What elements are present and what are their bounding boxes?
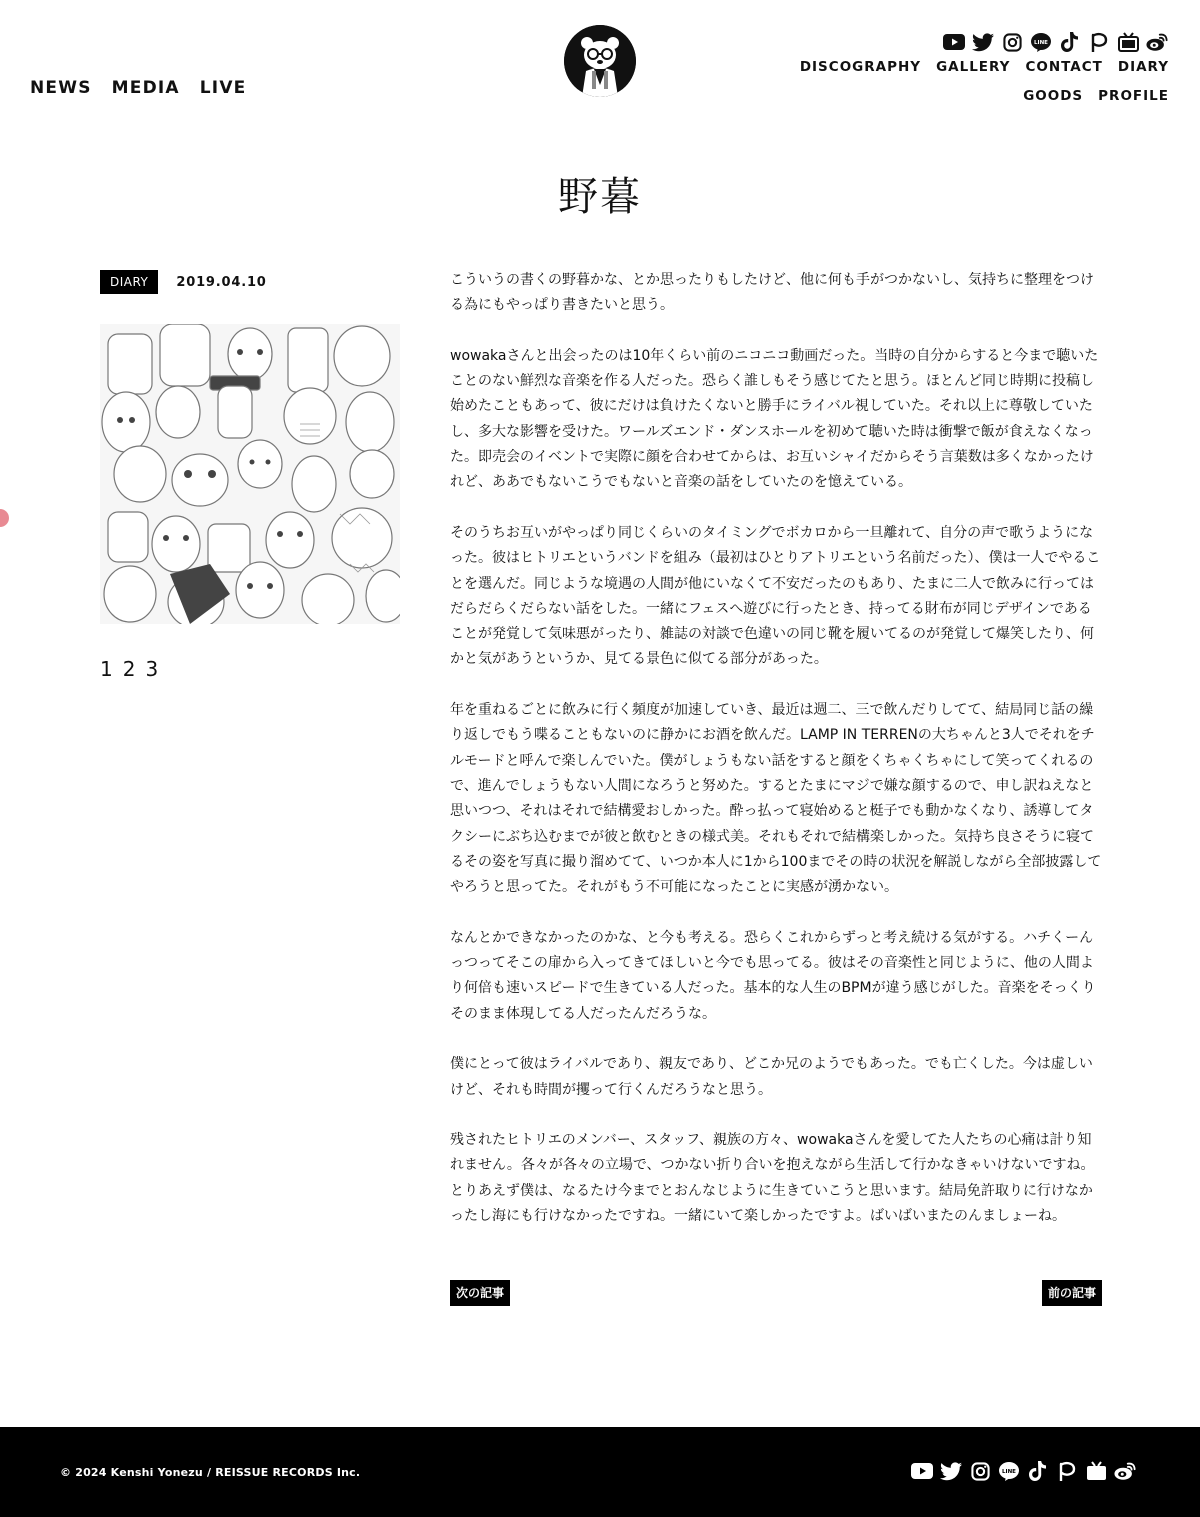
article-image — [100, 324, 400, 624]
article-meta — [100, 270, 267, 294]
instagram-icon[interactable] — [969, 1460, 991, 1482]
side-indicator-dot[interactable] — [0, 509, 9, 527]
nav-media[interactable]: MEDIA — [111, 78, 180, 98]
svg-text:LINE: LINE — [1034, 39, 1048, 46]
site-header — [0, 0, 1200, 130]
nav-discography[interactable]: DISCOGRAPHY — [799, 59, 922, 75]
niconico-icon[interactable] — [1085, 1460, 1107, 1482]
pixiv-icon[interactable] — [1088, 31, 1110, 53]
character-illustration — [100, 324, 400, 624]
post-date: 2019.04.10 — [176, 274, 267, 290]
pagination — [100, 657, 158, 681]
nav-profile[interactable]: PROFILE — [1098, 88, 1169, 104]
article-paragraph: こういうの書くの野暮かな、とか思ったりもしたけど、他に何も手がつかないし、気持ちに整理をつける為にもやっぱり書きたいと思う。 — [450, 272, 1094, 314]
instagram-icon[interactable] — [1001, 31, 1023, 53]
category-badge[interactable]: DIARY — [100, 270, 158, 294]
nav-news[interactable]: NEWS — [30, 78, 92, 98]
youtube-icon[interactable] — [943, 31, 965, 53]
twitter-icon[interactable] — [940, 1460, 962, 1482]
site-logo[interactable] — [564, 25, 636, 97]
pixiv-icon[interactable] — [1056, 1460, 1078, 1482]
twitter-icon[interactable] — [972, 31, 994, 53]
secondary-nav — [749, 58, 1169, 106]
weibo-icon[interactable] — [1146, 31, 1168, 53]
primary-nav — [30, 78, 247, 98]
youtube-icon[interactable] — [911, 1460, 933, 1482]
page-link-1[interactable]: 1 — [100, 657, 113, 681]
social-links-header — [943, 31, 1168, 53]
social-links-footer — [911, 1460, 1136, 1482]
previous-article-button[interactable]: 前の記事 — [1042, 1280, 1102, 1306]
article-body — [450, 268, 1102, 1255]
article-paragraph: なんとかできなかったのかな、と今も考える。恐らくこれからずっと考え続ける気がする。ハチくーんっつってそこの扉から入ってきてほしいと今でも思ってる。彼はその音楽性と同じように、他の人間より何倍も速いスピードで生きている人だった。基本的な人生のBPMが違う感じがした。音楽をそっくりそのまま体現してる人だったんだろうな。 — [450, 929, 1096, 1022]
niconico-icon[interactable] — [1117, 31, 1139, 53]
nav-live[interactable]: LIVE — [199, 78, 247, 98]
weibo-icon[interactable] — [1114, 1460, 1136, 1482]
next-article-button[interactable]: 次の記事 — [450, 1280, 510, 1306]
nav-diary[interactable]: DIARY — [1117, 59, 1169, 75]
page-link-3[interactable]: 3 — [145, 657, 159, 681]
svg-text:LINE: LINE — [1002, 1468, 1016, 1475]
page-link-2[interactable]: 2 — [122, 657, 136, 681]
site-footer — [0, 1427, 1200, 1517]
tiktok-icon[interactable] — [1027, 1460, 1049, 1482]
nav-contact[interactable]: CONTACT — [1025, 59, 1103, 75]
article-paragraph: wowakaさんと出会ったのは10年くらい前のニコニコ動画だった。当時の自分からすると今まで聴いたことのない鮮烈な音楽を作る人だった。恐らく誰しもそう感じてたと思う。ほとんど同じ時期に投稿し始めたこともあって、彼にだけは負けたくないと勝手にライバル視していた。それ以上に尊敬していたし、多大な影響を受けた。ワールズエンド・ダンスホールを初めて聴いた時は衝撃で飯が食えなくなった。即売会のイベントで実際に顔を合わせてからは、お互いシャイだからそう言葉数は多くなかったけれど、ああでもないこうでもないと音楽の話をしていたのを憶えている。 — [450, 347, 1099, 491]
article-paragraph: そのうちお互いがやっぱり同じくらいのタイミングでボカロから一旦離れて、自分の声で歌うようになった。彼はヒトリエというバンドを組み（最初はひとりアトリエという名前だった）、僕は一人でやることを選んだ。同じような境遇の人間が他にいなくて不安だったのもあり、たまに二人で飲みに行ってはだらだらくだらない話をした。一緒にフェスへ遊びに行ったとき、持ってる財布が同じデザインであることが発覚して気味悪がったり、雑誌の対談で色違いの同じ靴を履いてるのが発覚して爆笑したり、何かと気があうというか、見てる景色に似てる部分があった。 — [450, 524, 1101, 668]
bear-logo-icon — [564, 25, 636, 97]
article-paragraph: 僕にとって彼はライバルであり、親友であり、どこか兄のようでもあった。でも亡くした。今は虚しいけど、それも時間が攫って行くんだろうなと思う。 — [450, 1056, 1093, 1098]
nav-goods[interactable]: GOODS — [1023, 88, 1084, 104]
tiktok-icon[interactable] — [1059, 31, 1081, 53]
page-title: 野暮 — [558, 174, 642, 220]
copyright-text: © 2024 Kenshi Yonezu / REISSUE RECORDS Inc. — [60, 1466, 361, 1479]
line-icon[interactable] — [998, 1460, 1020, 1482]
line-icon[interactable] — [1030, 31, 1052, 53]
article-paragraph: 残されたヒトリエのメンバー、スタッフ、親族の方々、wowakaさんを愛してた人たちの心痛は計り知れません。各々が各々の立場で、つかない折り合いを抱えながら生活して行かなきゃいけないですね。とりあえず僕は、なるたけ今までとおんなじように生きていこうと思います。結局免許取りに行けなかったし海にも行けなかったですね。一緒にいて楽しかったですよ。ばいばいまたのんましょーね。 — [450, 1132, 1095, 1224]
nav-gallery[interactable]: GALLERY — [936, 59, 1011, 75]
article-paragraph: 年を重ねるごとに飲みに行く頻度が加速していき、最近は週二、三で飲んだりしてて、結局同じ話の繰り返しでもう喋ることもないのに静かにお酒を飲んだ。LAMP IN TERRENの大ちゃんと3人でそれをチルモードと呼んで楽しんでいた。僕がしょうもない話をすると顔をくちゃくちゃにして笑ってくれるので、進んでしょうもない人間になろうと努めた。するとたまにマジで嫌な顔するので、申し訳ねえなと思いつつ、それはそれで結構愛おしかった。酔っ払って寝始めると梃子でも動かなくなり、誘導してタクシーにぶち込むまでが彼と飲むときの様式美。それもそれで結構楽しかった。気持ち良さそうに寝てるその姿を写真に撮り溜めてて、いつか本人に1から100までその時の状況を解説しながら全部披露してやろうと思ってた。それがもう不可能になったことに実感が湧かない。 — [450, 702, 1102, 896]
